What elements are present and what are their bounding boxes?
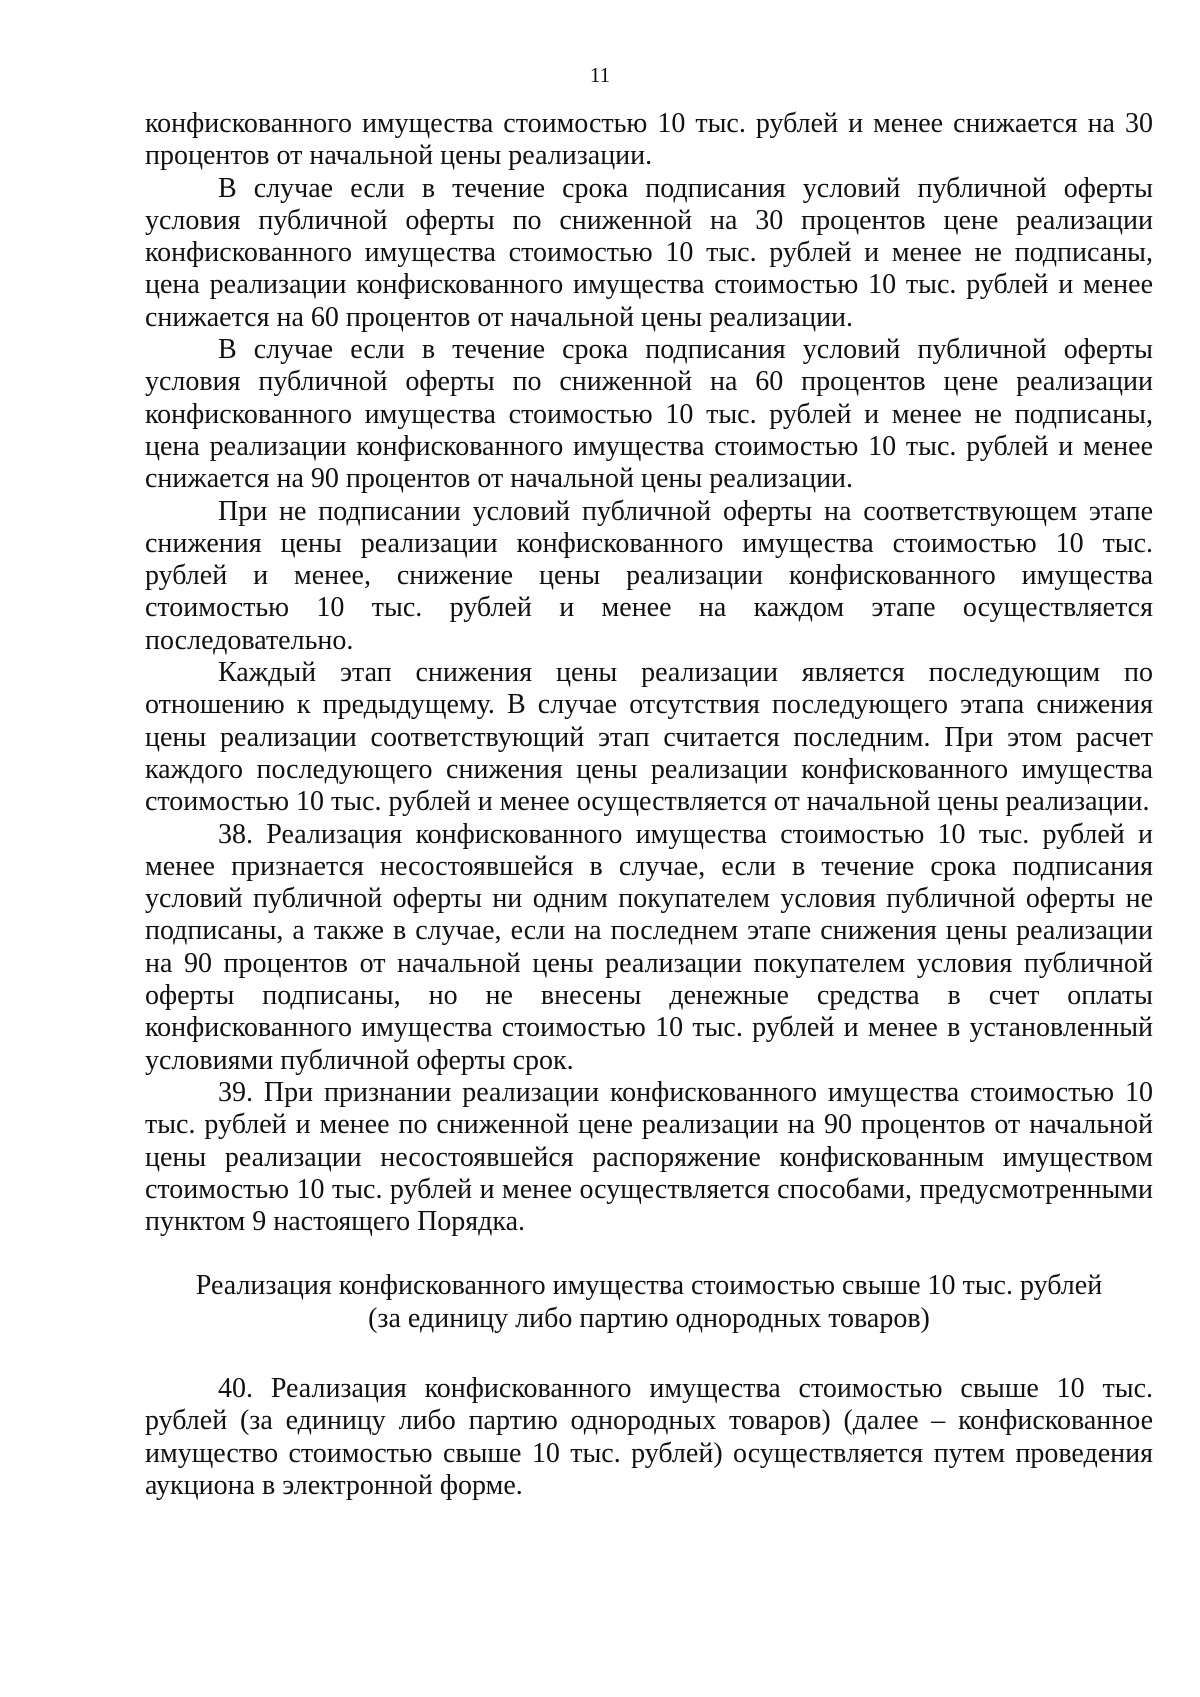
section-heading-line-1: Реализация конфискованного имущества стоимостью свыше 10 тыс. рублей [195, 1270, 1103, 1302]
section-heading [145, 1270, 1153, 1335]
page-number: 11 [589, 63, 611, 87]
paragraph-reduction-stages: Каждый этап снижения цены реализации является последующим по отношению к предыдущему. В случае отсутствия последующего этапа снижения цены реализации соответствующий этап считается последним. При этом расчет каждого последующего снижения цены реализации конфискованного имущества стоимостью 10 тыс. рублей и менее осуществляется от начальной цены реализации. [145, 657, 1153, 818]
paragraph-price-reduction-90: В случае если в течение срока подписания условий публичной оферты условия публичной оферты по сниженной на 60 процентов цене реализации конфискованного имущества стоимостью 10 тыс. рублей и менее не подписаны, цена реализации конфискованного имущества стоимостью 10 тыс. рублей и менее снижается на 90 процентов от начальной цены реализации. [145, 334, 1153, 495]
paragraph-clause-40: 40. Реализация конфискованного имущества стоимостью свыше 10 тыс. рублей (за единицу либо партию однородных товаров) (далее – конфискованное имущество стоимостью свыше 10 тыс. рублей) осуществляется путем проведения аукциона в электронной форме. [145, 1372, 1153, 1501]
document-body [145, 108, 1153, 1502]
paragraph-continuation: конфискованного имущества стоимостью 10 тыс. рублей и менее снижается на 30 процентов от начальной цены реализации. [145, 108, 1153, 172]
section-heading-line-2: (за единицу либо партию однородных товаров) [368, 1302, 930, 1334]
paragraph-clause-38: 38. Реализация конфискованного имущества стоимостью 10 тыс. рублей и менее признается несостоявшейся в случае, если в течение срока подписания условий публичной оферты ни одним покупателем условия публичной оферты не подписаны, а также в случае, если на последнем этапе снижения цены реализации на 90 процентов от начальной цены реализации покупателем условия публичной оферты подписаны, но не внесены денежные средства в счет оплаты конфискованного имущества стоимостью 10 тыс. рублей и менее в установленный условиями публичной оферты срок. [145, 818, 1153, 1076]
paragraph-sequential-reduction: При не подписании условий публичной оферты на соответствующем этапе снижения цены реализации конфискованного имущества стоимостью 10 тыс. рублей и менее, снижение цены реализации конфискованного имущества стоимостью 10 тыс. рублей и менее на каждом этапе осуществляется последовательно. [145, 495, 1153, 656]
paragraph-price-reduction-60: В случае если в течение срока подписания условий публичной оферты условия публичной оферты по сниженной на 30 процентов цене реализации конфискованного имущества стоимостью 10 тыс. рублей и менее не подписаны, цена реализации конфискованного имущества стоимостью 10 тыс. рублей и менее снижается на 60 процентов от начальной цены реализации. [145, 172, 1153, 333]
paragraph-clause-39: 39. При признании реализации конфискованного имущества стоимостью 10 тыс. рублей и менее по сниженной цене реализации на 90 процентов от начальной цены реализации несостоявшейся распоряжение конфискованным имуществом стоимостью 10 тыс. рублей и менее осуществляется способами, предусмотренными пунктом 9 настоящего Порядка. [145, 1076, 1153, 1238]
